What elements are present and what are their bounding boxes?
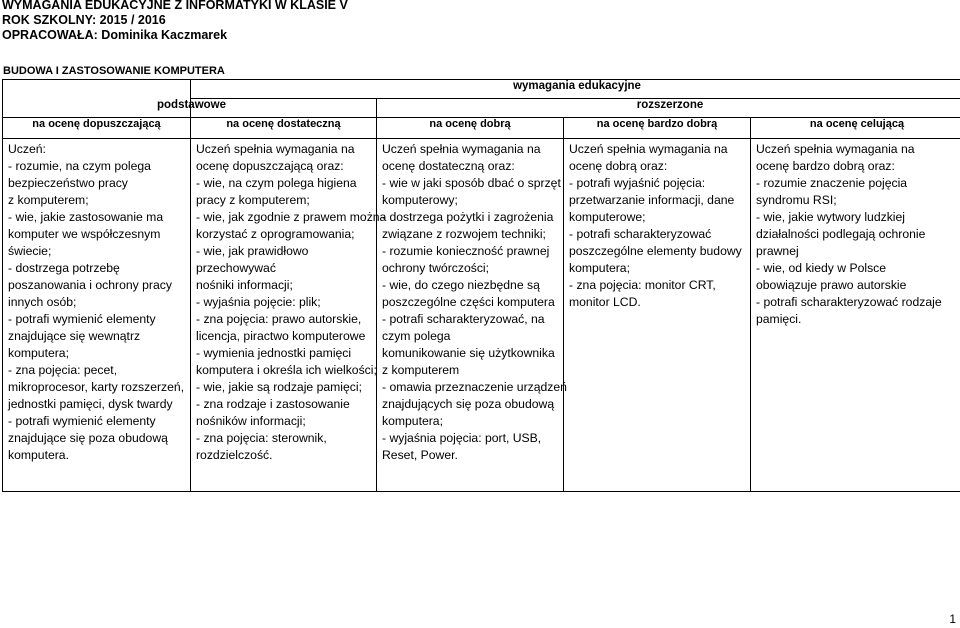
requirement-line: przetwarzanie informacji, dane <box>569 193 735 207</box>
grade-header: na ocenę dostateczną <box>191 118 377 139</box>
requirement-line: - potrafi scharakteryzować rodzaje <box>756 295 942 309</box>
requirement-line: monitor LCD. <box>569 295 641 309</box>
requirement-line: - wie, jak prawidłowo <box>196 244 309 258</box>
requirement-line: licencja, piractwo komputerowe <box>196 329 366 343</box>
requirement-line: - potrafi wyjaśnić pojęcia: <box>569 176 706 190</box>
requirement-line: ocenę dopuszczającą oraz: <box>196 159 344 173</box>
requirement-line: znajdujące się poza obudową <box>8 431 168 445</box>
header-row-top <box>3 80 960 99</box>
requirement-line: prawnej <box>756 244 799 258</box>
requirement-line: - rozumie znaczenie pojęcia <box>756 176 908 190</box>
requirement-line: poszanowania i ochrony pracy <box>8 278 172 292</box>
requirements-cell <box>3 139 191 492</box>
requirement-line: z komputerem; <box>8 193 89 207</box>
requirement-line: pamięci. <box>756 312 802 326</box>
requirements-row <box>3 139 960 492</box>
group-basic-label: podstawowe <box>157 99 227 111</box>
requirement-line: mikroprocesor, karty rozszerzeń, <box>8 380 185 394</box>
requirement-line: - zna pojęcia: pecet, <box>8 363 118 377</box>
header-row-grades <box>3 118 960 139</box>
requirement-line: czym polega <box>382 329 451 343</box>
requirements-cell <box>751 139 960 492</box>
requirement-line: komputera i określa ich wielkości; <box>196 363 377 377</box>
requirement-line: komputer we współczesnym <box>8 227 161 241</box>
requirement-line: - zna pojęcia: monitor CRT, <box>569 278 716 292</box>
document-title: WYMAGANIA EDUKACYJNE Z INFORMATYKI W KLASIE V <box>2 0 348 12</box>
requirement-line: Uczeń spełnia wymagania na <box>756 142 915 156</box>
requirement-line: ochrony twórczości; <box>382 261 490 275</box>
grade-header: na ocenę celującą <box>751 118 960 139</box>
requirement-line: - potrafi scharakteryzować, na <box>382 312 545 326</box>
requirement-line: znajdujących się poza obudową <box>382 397 555 411</box>
requirement-line: - wie, jakie są rodzaje pamięci; <box>196 380 362 394</box>
requirement-line: - wyjaśnia pojęcie: plik; <box>196 295 321 309</box>
requirement-line: komputera; <box>8 346 69 360</box>
grade-header: na ocenę bardzo dobrą <box>564 118 751 139</box>
requirement-line: bezpieczeństwo pracy <box>8 176 128 190</box>
requirement-line: - zna rodzaje i zastosowanie <box>196 397 350 411</box>
section-title: BUDOWA I ZASTOSOWANIE KOMPUTERA <box>3 65 225 77</box>
requirement-line: komunikowanie się użytkownika <box>382 346 555 360</box>
requirement-line: ocenę dobrą oraz: <box>569 159 668 173</box>
requirement-line: przechowywać <box>196 261 276 275</box>
requirements-cell <box>377 139 567 492</box>
requirement-line: Uczeń spełnia wymagania na <box>196 142 355 156</box>
requirement-line: - wie, jak zgodnie z prawem można <box>196 210 387 224</box>
requirement-line: - potrafi wymienić elementy <box>8 414 156 428</box>
requirement-line: związane z rozwojem techniki; <box>382 227 546 241</box>
requirements-table <box>2 79 960 492</box>
header-group-extended <box>377 99 960 118</box>
requirement-line: - rozumie, na czym polega <box>8 159 151 173</box>
requirement-line: - zna pojęcia: sterownik, <box>196 431 327 445</box>
requirement-line: poszczególne części komputera <box>382 295 555 309</box>
requirement-line: - wie, na czym polega higiena <box>196 176 357 190</box>
header-top-cell: wymagania edukacyjne <box>191 80 960 99</box>
requirement-line: rozdzielczość. <box>196 448 273 462</box>
requirement-line: - wie, jakie wytwory ludzkiej <box>756 210 905 224</box>
requirements-cell <box>191 139 387 492</box>
header-group-basic <box>157 99 377 118</box>
requirement-line: - wymienia jednostki pamięci <box>196 346 352 360</box>
requirement-line: nośniki informacji; <box>196 278 293 292</box>
requirement-line: komputerowe; <box>569 210 646 224</box>
requirement-line: korzystać z oprogramowania; <box>196 227 355 241</box>
page-number: 1 <box>949 612 956 626</box>
requirement-line: - dostrzega potrzebę <box>8 261 120 275</box>
requirements-cell <box>564 139 751 492</box>
requirement-line: komputera. <box>8 448 69 462</box>
requirement-line: nośników informacji; <box>196 414 306 428</box>
requirement-line: - potrafi scharakteryzować <box>569 227 712 241</box>
requirement-line: komputera; <box>569 261 630 275</box>
requirement-line: Uczeń: <box>8 142 46 156</box>
requirement-line: jednostki pamięci, dysk twardy <box>8 397 173 411</box>
requirement-line: komputerowy; <box>382 193 458 207</box>
requirement-line: - wie, jakie zastosowanie ma <box>8 210 164 224</box>
requirement-line: Uczeń spełnia wymagania na <box>382 142 541 156</box>
requirement-line: znajdujące się wewnątrz <box>8 329 141 343</box>
header-corner-cell <box>3 80 191 99</box>
requirement-line: innych osób; <box>8 295 77 309</box>
requirement-line: - wyjaśnia pojęcia: port, USB, <box>382 431 542 445</box>
requirement-line: poszczególne elementy budowy <box>569 244 742 258</box>
requirement-line: działalności podlegają ochronie <box>756 227 926 241</box>
school-year: ROK SZKOLNY: 2015 / 2016 <box>2 13 166 27</box>
author-line: OPRACOWAŁA: Dominika Kaczmarek <box>2 28 228 42</box>
requirement-line: - zna pojęcia: prawo autorskie, <box>196 312 362 326</box>
group-extended-label: rozszerzone <box>636 99 704 111</box>
grade-header: na ocenę dopuszczającą <box>3 118 191 139</box>
requirement-line: - dostrzega pożytki i zagrożenia <box>382 210 554 224</box>
requirement-line: pracy z komputerem; <box>196 193 310 207</box>
requirement-line: - potrafi wymienić elementy <box>8 312 156 326</box>
requirement-line: świecie; <box>8 244 52 258</box>
requirement-line: - wie w jaki sposób dbać o sprzęt <box>382 176 561 190</box>
requirement-line: komputera; <box>382 414 443 428</box>
requirement-line: - wie, od kiedy w Polsce <box>756 261 887 275</box>
requirement-line: z komputerem <box>382 363 460 377</box>
grade-header: na ocenę dobrą <box>377 118 564 139</box>
requirement-line: - rozumie konieczność prawnej <box>382 244 550 258</box>
requirement-line: - omawia przeznaczenie urządzeń <box>382 380 567 394</box>
requirement-line: ocenę dostateczną oraz: <box>382 159 515 173</box>
requirement-line: - wie, do czego niezbędne są <box>382 278 540 292</box>
header-row-groups <box>3 99 960 118</box>
requirement-line: ocenę bardzo dobrą oraz: <box>756 159 895 173</box>
requirement-line: obowiązuje prawo autorskie <box>756 278 907 292</box>
requirement-line: syndromu RSI; <box>756 193 837 207</box>
requirement-line: Reset, Power. <box>382 448 458 462</box>
requirement-line: Uczeń spełnia wymagania na <box>569 142 728 156</box>
